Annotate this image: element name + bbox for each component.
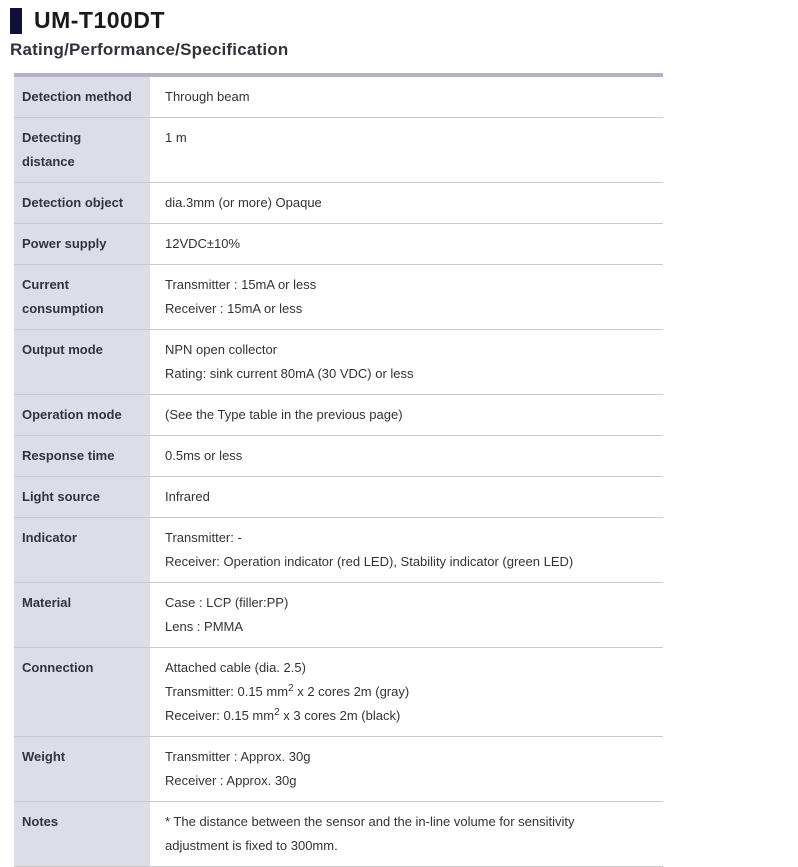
spec-value-line: Infrared (165, 489, 210, 504)
spec-label-line: Indicator (22, 530, 77, 545)
title-accent-bar (10, 8, 22, 34)
spec-row (14, 477, 663, 518)
spec-label (14, 77, 150, 117)
spec-row (14, 737, 663, 802)
spec-table (14, 73, 663, 867)
spec-value (150, 224, 663, 264)
spec-label (14, 330, 150, 394)
spec-label (14, 183, 150, 223)
spec-label (14, 518, 150, 582)
spec-label (14, 737, 150, 801)
spec-label-line: Output mode (22, 342, 103, 357)
spec-label (14, 648, 150, 736)
spec-row (14, 118, 663, 183)
spec-value-line: Receiver: Operation indicator (red LED), Stability indicator (green LED) (165, 554, 574, 569)
title-row (10, 7, 788, 34)
spec-label-line: Response time (22, 448, 115, 463)
spec-label-line: Connection (22, 660, 94, 675)
spec-value (150, 518, 663, 582)
spec-label (14, 583, 150, 647)
spec-value (150, 648, 663, 736)
spec-value (150, 802, 663, 866)
spec-row (14, 395, 663, 436)
spec-label (14, 118, 150, 182)
spec-label (14, 802, 150, 866)
spec-value-line: * The distance between the sensor and the in-line volume for sensitivity (165, 814, 575, 829)
spec-value (150, 477, 663, 517)
spec-value-line: Rating: sink current 80mA (30 VDC) or less (165, 366, 414, 381)
spec-label-line: Operation mode (22, 407, 122, 422)
spec-value-line: Transmitter: 0.15 $mm^2$ x 2 cores 2m (gray) (165, 683, 410, 699)
spec-label (14, 436, 150, 476)
spec-row (14, 224, 663, 265)
spec-value-line: Receiver : 15mA or less (165, 301, 303, 316)
spec-value (150, 436, 663, 476)
spec-row (14, 518, 663, 583)
spec-row (14, 77, 663, 118)
spec-label-line: Material (22, 595, 72, 610)
spec-value-line: dia.3mm (or more) Opaque (165, 195, 322, 210)
spec-value-line: Transmitter : Approx. 30g (165, 749, 311, 764)
page-title: UM-T100DT (34, 7, 166, 33)
spec-value (150, 330, 663, 394)
spec-label (14, 477, 150, 517)
spec-label-line: Current (22, 277, 69, 292)
spec-value (150, 583, 663, 647)
spec-row (14, 436, 663, 477)
spec-row (14, 583, 663, 648)
spec-value-line: Attached cable (dia. 2.5) (165, 660, 306, 675)
spec-value (150, 183, 663, 223)
spec-label-line: Weight (22, 749, 66, 764)
spec-value-line: 0.5ms or less (165, 448, 243, 463)
spec-value-line: Transmitter : 15mA or less (165, 277, 317, 292)
spec-value-line: adjustment is fixed to 300mm. (165, 838, 338, 853)
spec-value-line: NPN open collector (165, 342, 277, 357)
spec-value-line: Transmitter: - (165, 530, 242, 545)
spec-label (14, 265, 150, 329)
spec-value-line: Through beam (165, 89, 250, 104)
spec-label-line: Detecting (22, 130, 82, 145)
spec-value-line: Receiver : Approx. 30g (165, 773, 297, 788)
spec-label-line: Detection method (22, 89, 132, 104)
spec-row (14, 802, 663, 867)
spec-value-line: Case : LCP (filler:PP) (165, 595, 289, 610)
spec-label (14, 224, 150, 264)
spec-label-line: distance (22, 154, 75, 169)
spec-value-line: 1 m (165, 130, 187, 145)
spec-label (14, 395, 150, 435)
spec-label-line: Detection object (22, 195, 124, 210)
spec-label-line: Power supply (22, 236, 107, 251)
spec-row (14, 183, 663, 224)
section-heading: Rating/Performance/Specification (10, 40, 289, 59)
spec-row (14, 648, 663, 737)
spec-value (150, 77, 663, 117)
spec-label-line: Light source (22, 489, 101, 504)
spec-row (14, 330, 663, 395)
spec-label-line: Notes (22, 814, 59, 829)
spec-value (150, 265, 663, 329)
spec-value-line: Lens : PMMA (165, 619, 244, 634)
spec-value-line: 12VDC±10% (165, 236, 241, 251)
spec-value-line: Receiver: 0.15 $mm^2$ x 3 cores 2m (black) (165, 707, 401, 723)
spec-value (150, 395, 663, 435)
spec-value (150, 118, 663, 182)
spec-value-line: (See the Type table in the previous page) (165, 407, 403, 422)
spec-label-line: consumption (22, 301, 104, 316)
spec-value (150, 737, 663, 801)
spec-row (14, 265, 663, 330)
